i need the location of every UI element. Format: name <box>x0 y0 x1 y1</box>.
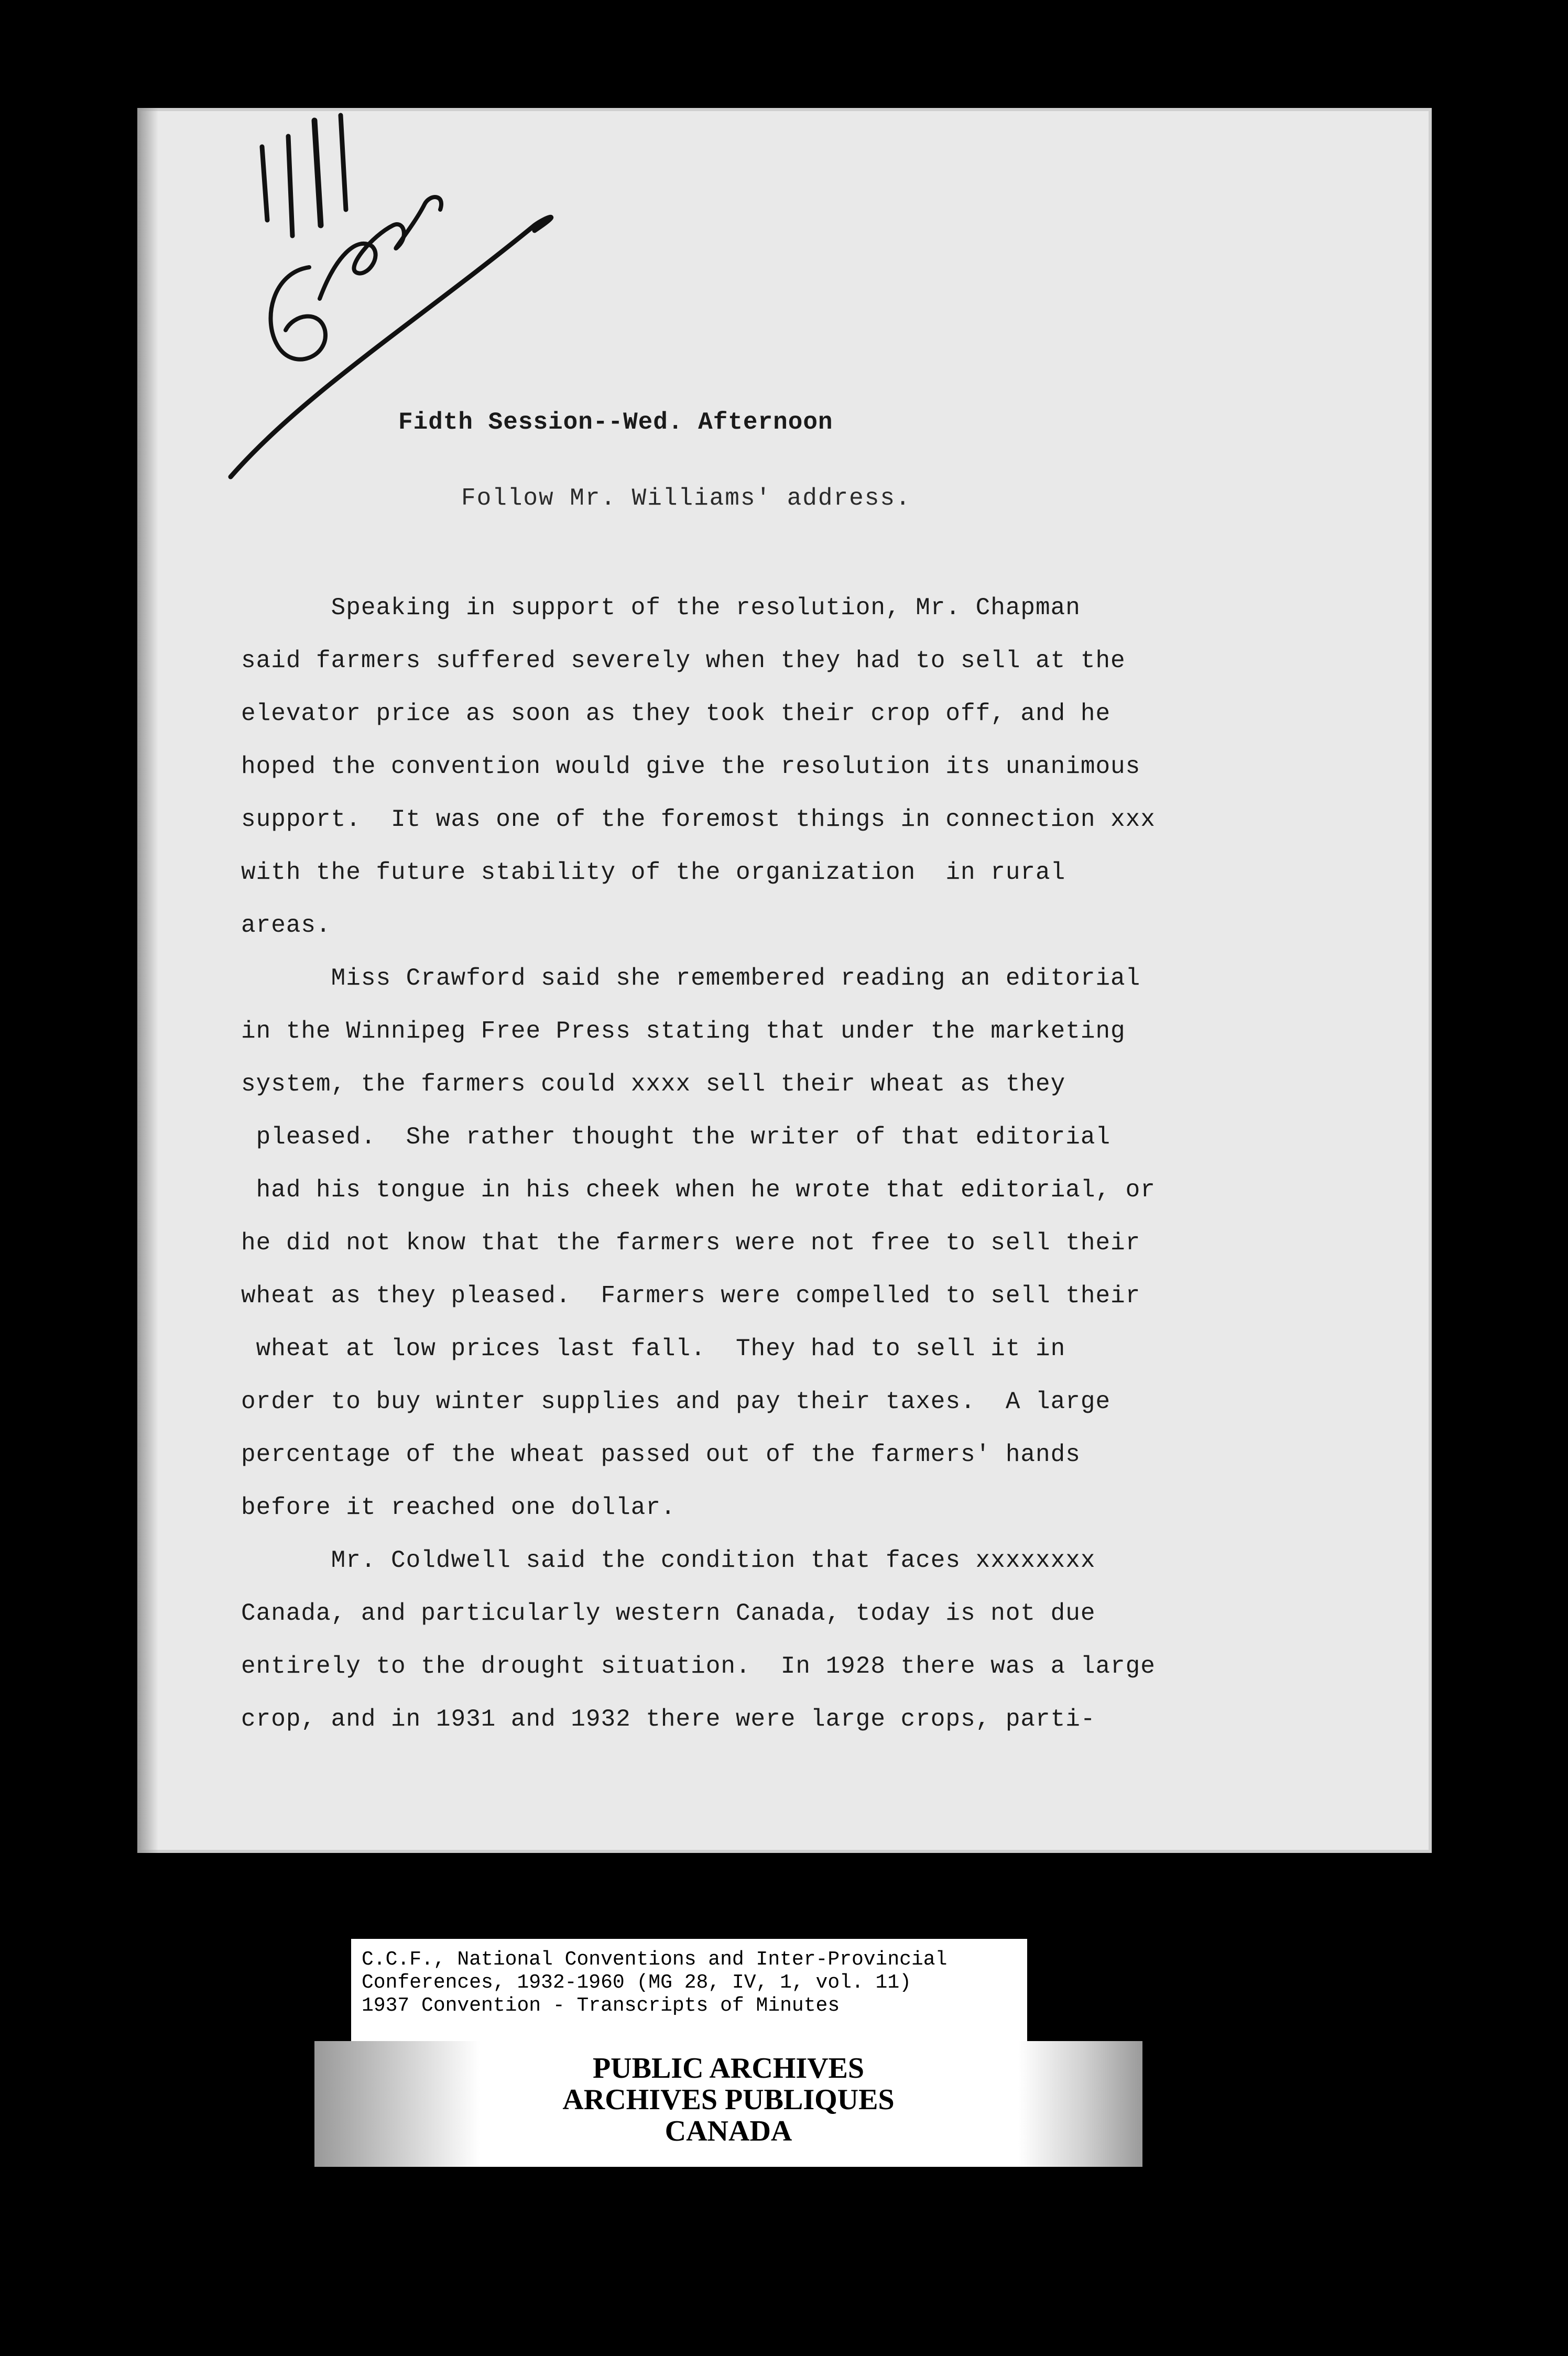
body-line: system, the farmers could xxxx sell their wheat as they <box>241 1071 1066 1098</box>
body-line: Canada, and particularly western Canada, today is not due <box>241 1600 1096 1627</box>
body-line: with the future stability of the organization in rural <box>241 859 1066 886</box>
stamp-line: ARCHIVES PUBLIQUES <box>562 2084 895 2116</box>
archive-reference-label <box>351 1939 1027 2044</box>
archive-label-line: C.C.F., National Conventions and Inter-Provincial <box>362 1948 948 1971</box>
body-line: said farmers suffered severely when they had to sell at the <box>241 647 1126 674</box>
body-line: Mr. Coldwell said the condition that faces xxxxxxxx <box>241 1547 1096 1574</box>
body-line: had his tongue in his cheek when he wrote that editorial, or <box>241 1176 1156 1204</box>
body-line: before it reached one dollar. <box>241 1494 676 1521</box>
body-line: wheat at low prices last fall. They had to sell it in <box>241 1335 1066 1362</box>
typed-body <box>241 582 1263 1746</box>
page-edge-shadow <box>137 108 158 1853</box>
body-line: Miss Crawford said she remembered reading an editorial <box>241 965 1141 992</box>
body-line: entirely to the drought situation. In 1928 there was a large <box>241 1653 1156 1680</box>
body-line: areas. <box>241 912 331 939</box>
public-archives-stamp <box>314 2041 1142 2167</box>
body-line: he did not know that the farmers were not free to sell their <box>241 1229 1141 1257</box>
body-line: percentage of the wheat passed out of the farmers' hands <box>241 1441 1081 1468</box>
archive-label-line: 1937 Convention - Transcripts of Minutes <box>362 1994 840 2017</box>
body-line: in the Winnipeg Free Press stating that under the marketing <box>241 1018 1126 1045</box>
body-line: Speaking in support of the resolution, Mr. Chapman <box>241 594 1081 621</box>
body-line: hoped the convention would give the resolution its unanimous <box>241 753 1141 780</box>
body-line: order to buy winter supplies and pay their taxes. A large <box>241 1388 1111 1415</box>
archive-label-line: Conferences, 1932-1960 (MG 28, IV, 1, vol. 11) <box>362 1971 911 1994</box>
session-heading: Fidth Session--Wed. Afternoon <box>398 409 833 436</box>
body-line: elevator price as soon as they took their crop off, and he <box>241 700 1111 727</box>
body-line: support. It was one of the foremost things in connection xxx <box>241 806 1156 833</box>
body-line: crop, and in 1931 and 1932 there were large crops, parti- <box>241 1706 1096 1733</box>
stamp-text <box>314 2053 1142 2147</box>
stamp-line: PUBLIC ARCHIVES <box>592 2052 865 2085</box>
body-line: pleased. She rather thought the writer of that editorial <box>241 1124 1111 1151</box>
handwritten-copies-annotation <box>199 100 597 498</box>
body-line: wheat as they pleased. Farmers were compelled to sell their <box>241 1282 1141 1310</box>
stamp-line: CANADA <box>665 2115 792 2147</box>
session-subheading: Follow Mr. Williams' address. <box>461 485 911 512</box>
